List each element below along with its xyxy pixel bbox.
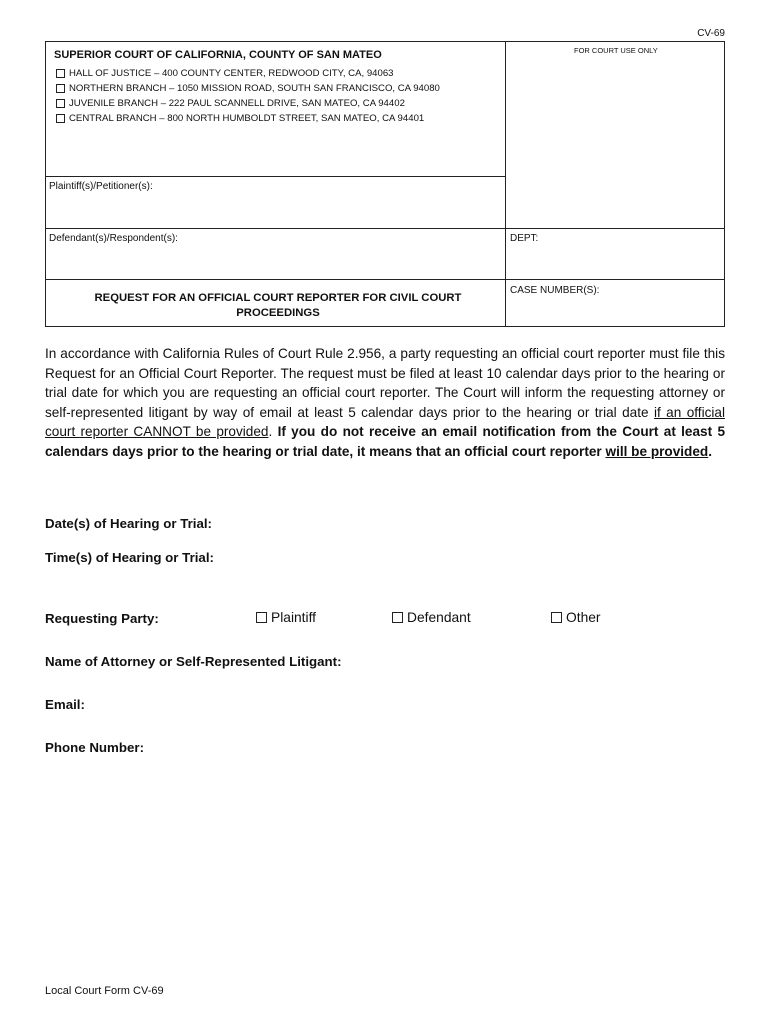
- plaintiff-checkbox[interactable]: [256, 612, 267, 623]
- court-name: SUPERIOR COURT OF CALIFORNIA, COUNTY OF SAN MATEO: [54, 49, 382, 61]
- branch-label: JUVENILE BRANCH – 222 PAUL SCANNELL DRIVE, SAN MATEO, CA 94402: [69, 98, 405, 109]
- requesting-party-label: Requesting Party:: [45, 611, 159, 626]
- branch-checkbox[interactable]: [56, 114, 65, 123]
- option-label: Defendant: [407, 610, 471, 625]
- instructions-paragraph: [45, 344, 725, 462]
- branch-option-northern[interactable]: [56, 83, 440, 94]
- attorney-name-field[interactable]: Name of Attorney or Self-Represented Litigant:: [45, 654, 342, 669]
- branch-label: HALL OF JUSTICE – 400 COUNTY CENTER, REDWOOD CITY, CA, 94063: [69, 68, 394, 79]
- notice-text: If you do not receive an email notification from the Court at least 5 calendars days prior to the hearing or trial date, it means that an official court reporter: [45, 424, 726, 459]
- caption-divider-defendant: [46, 228, 724, 229]
- option-label: Plaintiff: [271, 610, 316, 625]
- caption-divider-title: [46, 279, 724, 280]
- party-option-plaintiff[interactable]: [256, 610, 316, 625]
- option-label: Other: [566, 610, 601, 625]
- party-option-other[interactable]: [551, 610, 601, 625]
- branch-label: CENTRAL BRANCH – 800 NORTH HUMBOLDT STREET, SAN MATEO, CA 94401: [69, 113, 425, 124]
- branch-label: NORTHERN BRANCH – 1050 MISSION ROAD, SOUTH SAN FRANCISCO, CA 94080: [69, 83, 440, 94]
- case-caption-box: [45, 41, 725, 327]
- caption-divider-vertical: [505, 42, 506, 326]
- provided-text: will be provided: [605, 443, 709, 459]
- hearing-dates-field[interactable]: Date(s) of Hearing or Trial:: [45, 516, 212, 531]
- footer-form-label: Local Court Form CV-69: [45, 985, 164, 997]
- other-checkbox[interactable]: [551, 612, 562, 623]
- end-period: .: [708, 443, 713, 459]
- party-option-defendant[interactable]: [392, 610, 471, 625]
- form-id: CV-69: [697, 28, 725, 39]
- branch-option-hall-of-justice[interactable]: [56, 68, 394, 79]
- defendant-field[interactable]: Defendant(s)/Respondent(s):: [49, 233, 178, 244]
- email-field[interactable]: Email:: [45, 697, 85, 712]
- form-title: REQUEST FOR AN OFFICIAL COURT REPORTER FOR CIVIL COURT PROCEEDINGS: [94, 292, 462, 319]
- branch-option-juvenile[interactable]: [56, 98, 405, 109]
- intro-text: In accordance with California Rules of Court Rule 2.956, a party requesting an official court reporter must file this Request for an Official Court Reporter. The request must be filed at least 10 calendar days prior to the hearing or trial date for which you are requesting an official court reporter. The Court will inform the requesting attorney or self-represented litigant by way of email at least 5 calendar days prior to the hearing or trial date: [45, 346, 725, 420]
- case-number-field[interactable]: CASE NUMBER(S):: [510, 285, 600, 296]
- court-use-only-label: FOR COURT USE ONLY: [574, 46, 658, 55]
- branch-checkbox[interactable]: [56, 69, 65, 78]
- plaintiff-field[interactable]: Plaintiff(s)/Petitioner(s):: [49, 181, 153, 192]
- branch-checkbox[interactable]: [56, 84, 65, 93]
- dept-field[interactable]: DEPT:: [510, 233, 539, 244]
- branch-checkbox[interactable]: [56, 99, 65, 108]
- phone-number-field[interactable]: Phone Number:: [45, 740, 144, 755]
- period: .: [268, 424, 273, 440]
- condition-text: if an official court reporter CANNOT be provided: [45, 404, 725, 440]
- hearing-times-field[interactable]: Time(s) of Hearing or Trial:: [45, 550, 214, 565]
- caption-divider-plaintiff: [46, 176, 505, 177]
- defendant-checkbox[interactable]: [392, 612, 403, 623]
- branch-option-central[interactable]: [56, 113, 424, 124]
